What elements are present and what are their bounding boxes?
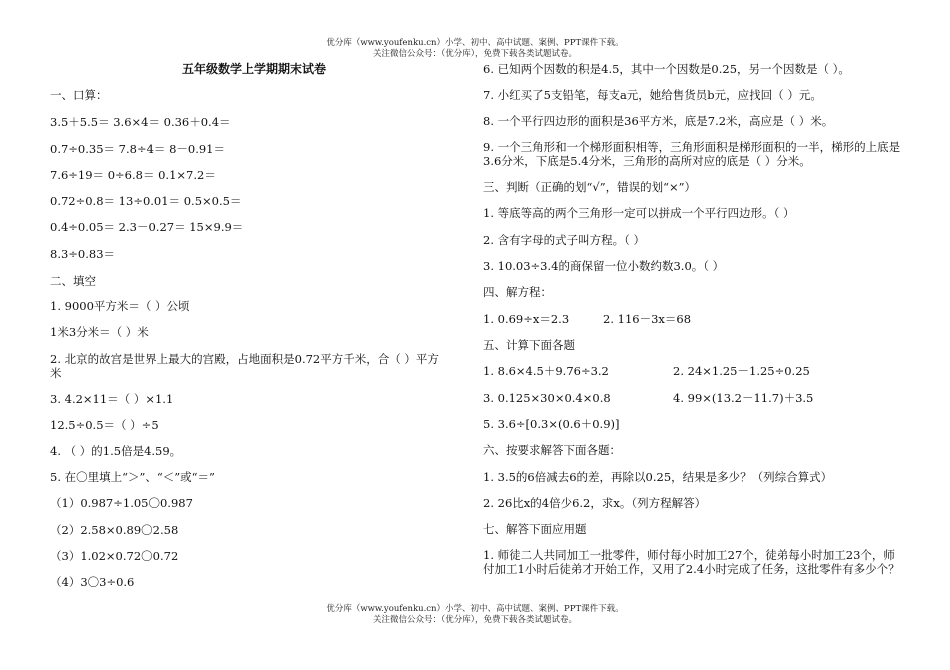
calc-item: 2. 24×1.25－1.25÷0.25 xyxy=(673,364,810,378)
section-equation-heading: 四、解方程： xyxy=(483,285,552,299)
section-requirement-heading: 六、按要求解答下面各题： xyxy=(483,443,621,457)
fill-question: 2. 北京的故宫是世界上最大的宫殿，占地面积是0.72平方千米，合（ ）平方米 xyxy=(50,352,439,380)
judge-question: 3. 10.03÷3.4的商保留一位小数约数3.0。（ ） xyxy=(483,259,725,273)
oral-row: 0.4÷0.05＝ 2.3－0.27＝ 15×9.9＝ xyxy=(50,220,244,234)
calc-item: 3. 0.125×30×0.4×0.8 xyxy=(483,391,611,405)
judge-question: 2. 含有字母的式子叫方程。（ ） xyxy=(483,233,646,247)
section-fill-heading: 二、填空 xyxy=(50,274,96,288)
oral-row: 8.3÷0.83＝ xyxy=(50,247,116,261)
section-judge-heading: 三、判断（正确的划“√”，错误的划“×”） xyxy=(483,180,696,194)
fill-question: 3. 4.2×11＝（ ）×1.1 xyxy=(50,392,174,406)
compare-item: （2）2.58×0.89〇2.58 xyxy=(50,523,179,537)
calc-item: 5. 3.6÷[0.3×(0.6＋0.9)] xyxy=(483,417,620,431)
calc-item: 1. 8.6×4.5＋9.76÷3.2 xyxy=(483,364,609,378)
section-oral-heading: 一、口算： xyxy=(50,88,108,102)
judge-question: 1. 等底等高的两个三角形一定可以拼成一个平行四边形。（ ） xyxy=(483,206,795,220)
fill-question: 4. （ ）的1.5倍是4.59。 xyxy=(50,444,182,458)
requirement-question: 2. 26比x的4倍少6.2，求x。（列方程解答） xyxy=(483,496,707,510)
equation-2: 2. 116－3x＝68 xyxy=(603,312,692,326)
fill-question: 8. 一个平行四边形的面积是36平方米，底是7.2米，高应是（ ）米。 xyxy=(483,114,834,128)
application-question: 1. 师徒二人共同加工一批零件，师付每小时加工27个，徒弟每小时加工23个，师付加工1小时后徒弟才开始工作，又用了2.4小时完成了任务，这批零件有多少个？ xyxy=(483,548,900,576)
compare-item: （3）1.02×0.72〇0.72 xyxy=(50,549,179,563)
footer-line-2: 关注微信公众号：（优分库），免费下载各类试题试卷。 xyxy=(372,615,577,625)
fill-question: 7. 小红买了5支铅笔，每支a元，她给售货员b元，应找回（ ）元。 xyxy=(483,88,822,102)
requirement-question: 1. 3.5的6倍减去6的差，再除以0.25，结果是多少？（列综合算式） xyxy=(483,470,833,484)
fill-question: 1. 9000平方米＝（ ）公顷 xyxy=(50,299,190,313)
fill-question: 9. 一个三角形和一个梯形面积相等，三角形面积是梯形面积的一半，梯形的上底是3.6分米，下底是5.4分米，三角形的高所对应的底是（ ）分米。 xyxy=(483,140,901,168)
header-line-2: 关注微信公众号：（优分库），免费下载各类试题试卷。 xyxy=(372,49,577,59)
fill-question: 1米3分米＝（ ）米 xyxy=(50,325,149,339)
oral-row: 0.72÷0.8＝ 13÷0.01＝ 0.5×0.5＝ xyxy=(50,194,242,208)
fill-question: 5. 在〇里填上“＞”、“＜”或“＝” xyxy=(50,470,215,484)
oral-row: 0.7÷0.35＝ 7.8÷4＝ 8－0.91＝ xyxy=(50,142,226,156)
header-line-1: 优分库（www.youfenku.cn）小学、初中、高中试题、案例、PPT课件下载。 xyxy=(326,38,624,48)
equation-1: 1. 0.69÷x＝2.3 xyxy=(483,312,570,326)
fill-question: 6. 已知两个因数的积是4.5，其中一个因数是0.25，另一个因数是（ ）。 xyxy=(483,62,850,76)
fill-question: 12.5÷0.5＝（ ）÷5 xyxy=(50,418,159,432)
oral-row: 3.5＋5.5＝ 3.6×4＝ 0.36＋0.4＝ xyxy=(50,115,231,129)
section-calc-heading: 五、计算下面各题 xyxy=(483,338,575,352)
compare-item: （4）3〇3÷0.6 xyxy=(50,575,135,589)
compare-item: （1）0.987÷1.05〇0.987 xyxy=(50,496,193,510)
oral-row: 7.6÷19＝ 0÷6.8＝ 0.1×7.2＝ xyxy=(50,168,216,182)
footer-line-1: 优分库（www.youfenku.cn）小学、初中、高中试题、案例、PPT课件下载。 xyxy=(326,604,624,614)
page-footer xyxy=(0,604,950,626)
exam-title: 五年级数学上学期期末试卷 xyxy=(182,62,327,76)
page-header xyxy=(0,38,950,60)
section-application-heading: 七、解答下面应用题 xyxy=(483,522,587,536)
calc-item: 4. 99×(13.2－11.7)＋3.5 xyxy=(673,391,814,405)
